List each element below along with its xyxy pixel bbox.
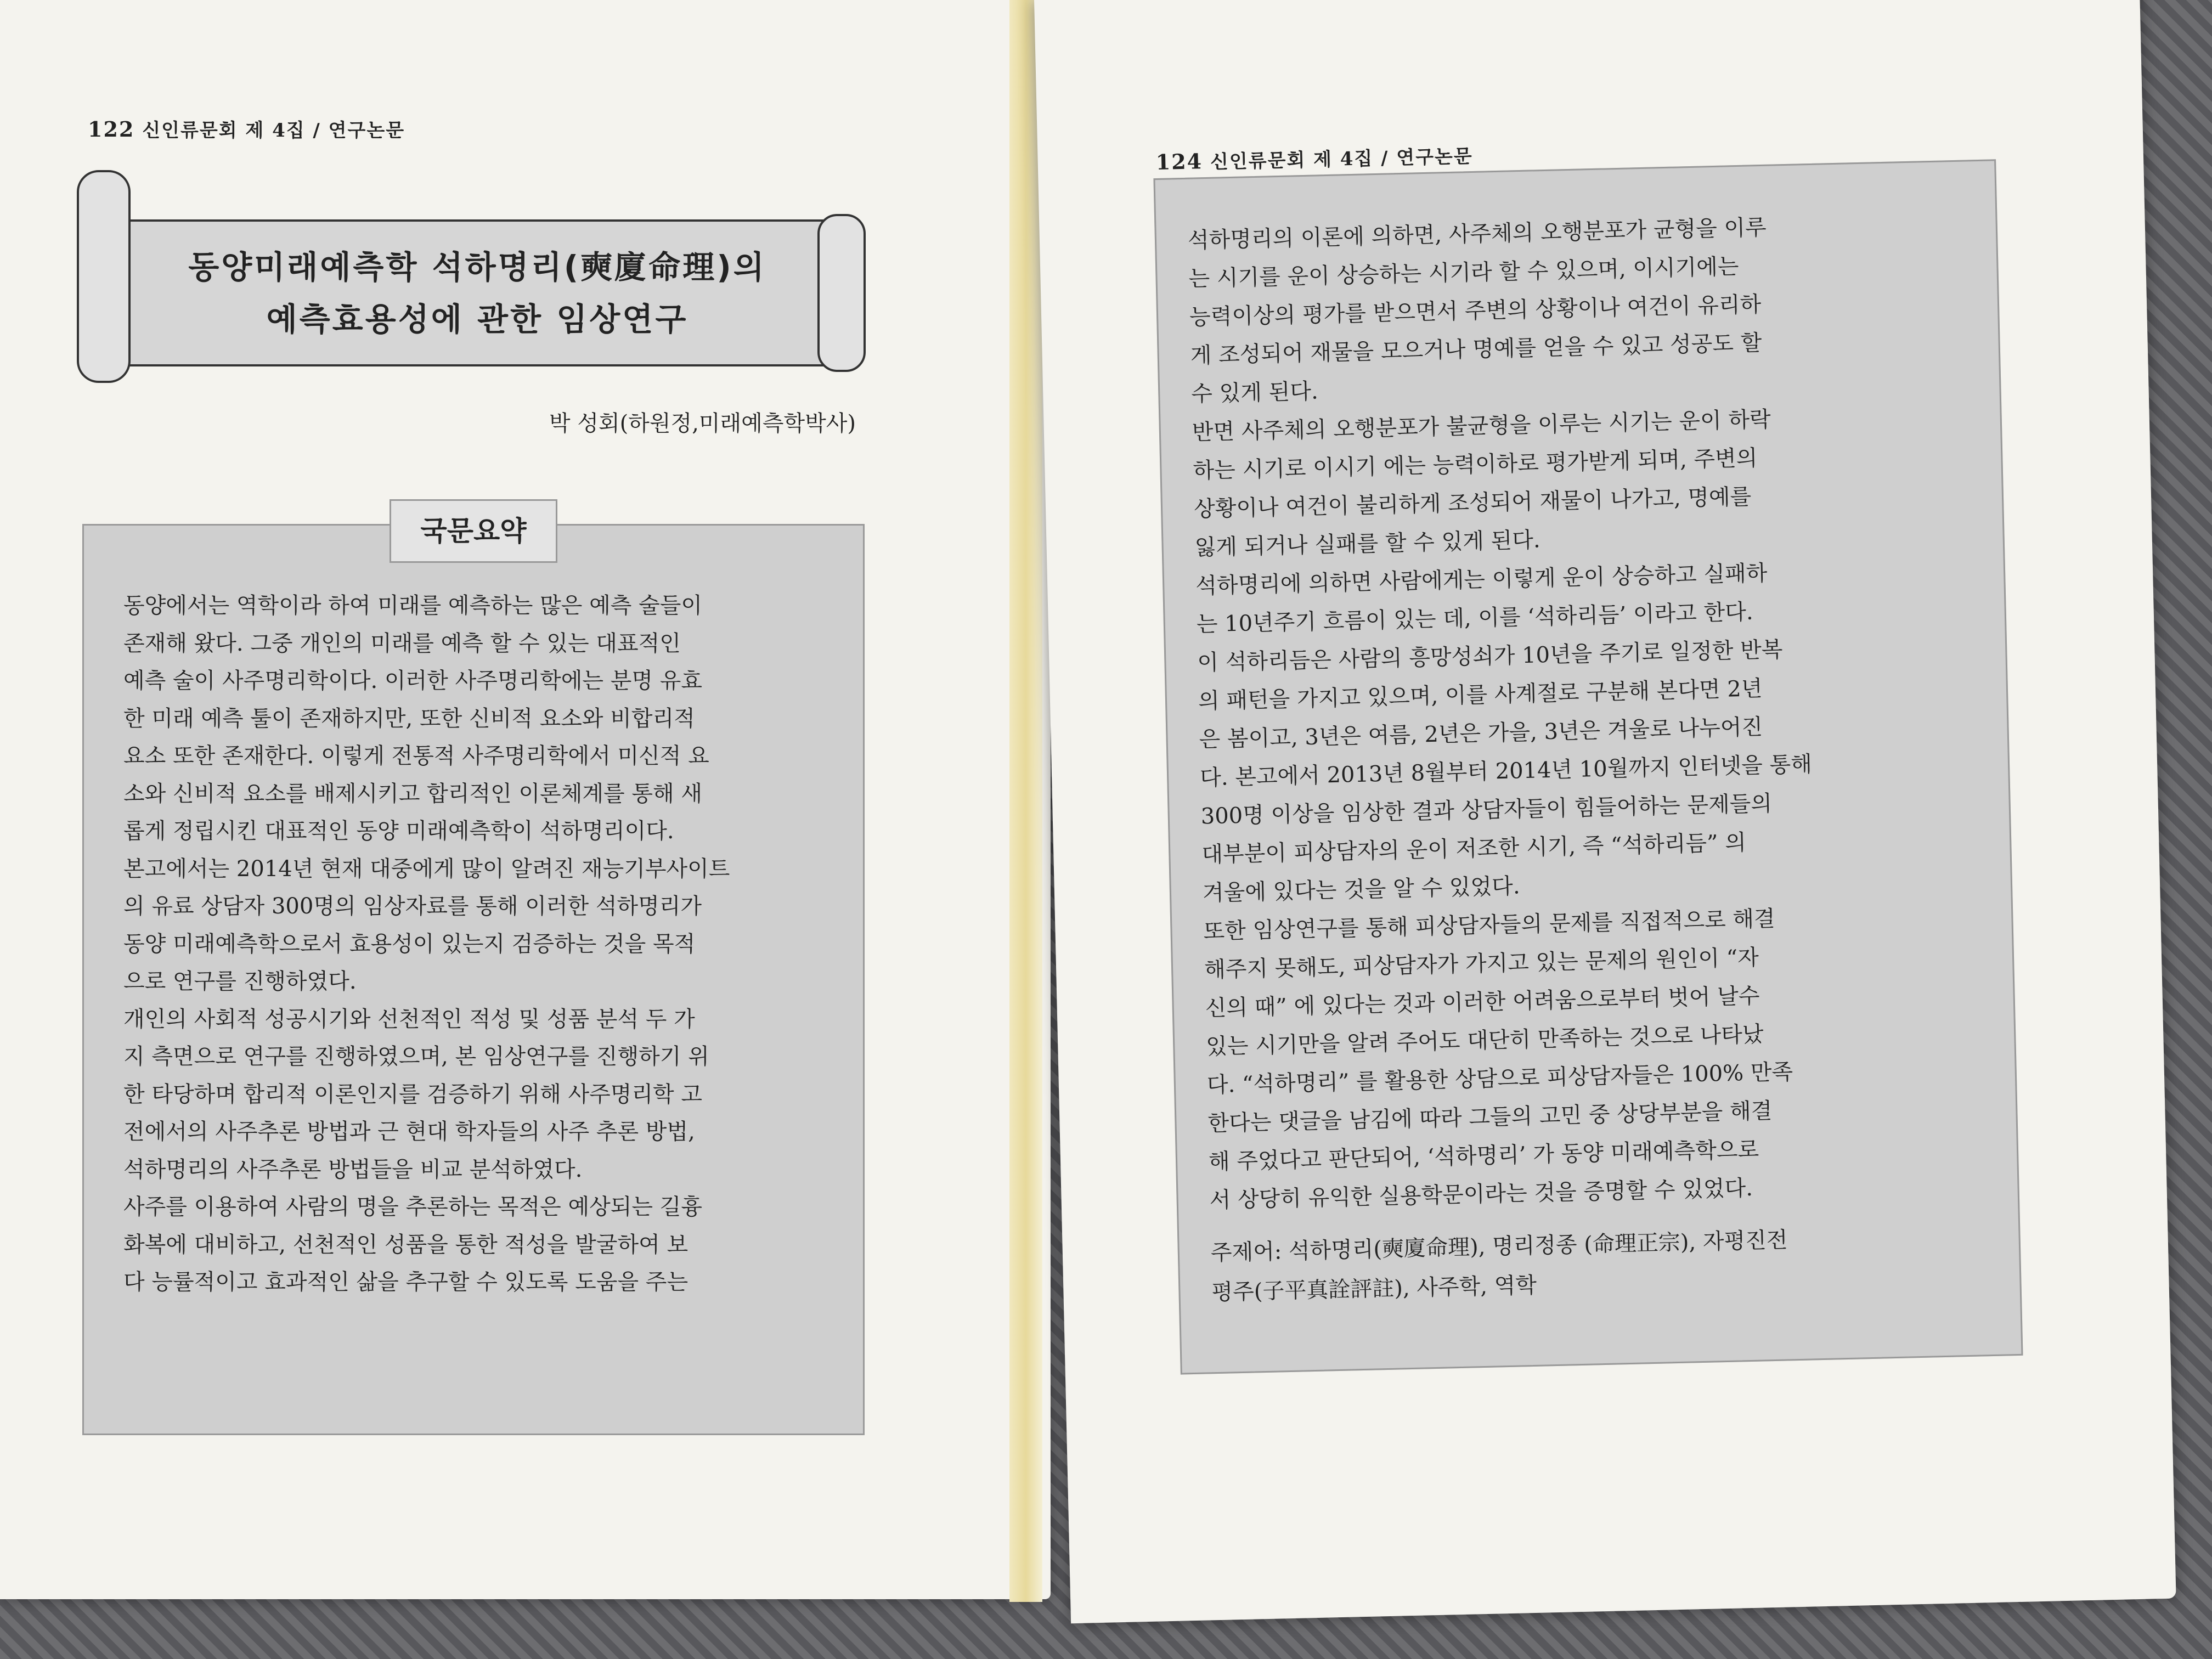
body-line: 서 상당히 유익한 실용학문이라는 것을 증명할 수 있었다. xyxy=(1209,1175,1753,1214)
abstract-heading: 국문요약 xyxy=(390,499,557,563)
right-page-number: 124 xyxy=(1155,149,1203,175)
body-line: 능력이상의 평가를 받으면서 주변의 상황이나 여건이 유리하 xyxy=(1189,292,1762,330)
right-body xyxy=(1187,207,1822,1220)
keywords xyxy=(1210,1220,1789,1312)
body-line: 있는 시기만을 알려 주어도 대단히 만족하는 것으로 나타났 xyxy=(1205,1022,1764,1060)
body-line: 석하명리의 이론에 의하면, 사주체의 오행분포가 균형을 이루 xyxy=(1187,215,1767,253)
author-line: 박 성회(하원정,미래예측학박사) xyxy=(549,411,856,436)
abstract-line: 사주를 이용하여 사람의 명을 추론하는 목적은 예상되는 길흉 xyxy=(123,1194,703,1220)
abstract-body xyxy=(123,587,730,1301)
body-line: 다. “석하명리” 를 활용한 상담으로 피상담자들은 100% 만족 xyxy=(1206,1059,1793,1098)
body-line: 석하명리에 의하면 사람에게는 이렇게 운이 상승하고 실패하 xyxy=(1195,560,1768,599)
abstract-line: 전에서의 사주추론 방법과 근 현대 학자들의 사주 추론 방법, xyxy=(123,1119,695,1144)
abstract-line: 다 능률적이고 효과적인 삶을 추구할 수 있도록 도움을 주는 xyxy=(123,1269,689,1295)
abstract-line: 한 타당하며 합리적 이론인지를 검증하기 위해 사주명리학 고 xyxy=(123,1081,703,1107)
abstract-line: 예측 술이 사주명리학이다. 이러한 사주명리학에는 분명 유효 xyxy=(123,668,703,693)
body-line: 게 조성되어 재물을 모으거나 명예를 얻을 수 있고 성공도 할 xyxy=(1190,330,1762,369)
body-line: 상황이나 여건이 불리하게 조성되어 재물이 나가고, 명예를 xyxy=(1193,484,1752,522)
left-running-head xyxy=(88,115,405,142)
left-page-number: 122 xyxy=(88,117,135,142)
abstract-line: 동양에서는 역학이라 하여 미래를 예측하는 많은 예측 술들이 xyxy=(123,593,703,618)
abstract-line: 개인의 사회적 성공시기와 선천적인 적성 및 성품 분석 두 가 xyxy=(123,1006,695,1032)
body-line: 은 봄이고, 3년은 여름, 2년은 가을, 3년은 겨울로 나누어진 xyxy=(1199,714,1763,753)
body-line: 이 석하리듬은 사람의 흥망성쇠가 10년을 주기로 일정한 반복 xyxy=(1197,637,1784,676)
title-line-2: 예측효용성에 관한 임상연구 xyxy=(266,301,689,338)
left-running-head-text: 신인류문회 제 4집 / 연구논문 xyxy=(142,120,405,142)
abstract-line: 지 측면으로 연구를 진행하였으며, 본 임상연구를 진행하기 위 xyxy=(123,1044,709,1069)
book-spine xyxy=(1009,0,1042,1602)
body-line: 반면 사주체의 오행분포가 불균형을 이루는 시기는 운이 하락 xyxy=(1192,407,1771,445)
body-line: 는 10년주기 흐름이 있는 데, 이를 ‘석하리듬’ 이라고 한다. xyxy=(1196,599,1754,637)
body-line: 신의 때” 에 있다는 것과 이러한 어려움으로부터 벗어 날수 xyxy=(1205,983,1760,1022)
abstract-line: 요소 또한 존재한다. 이렇게 전통적 사주명리학에서 미신적 요 xyxy=(123,743,709,769)
keywords-line: 평주(子平真詮評註), 사주학, 역학 xyxy=(1211,1272,1537,1306)
title-scroll xyxy=(88,187,850,362)
body-line: 수 있게 된다. xyxy=(1190,379,1319,407)
body-line: 의 패턴을 가지고 있으며, 이를 사계절로 구분해 본다면 2년 xyxy=(1198,676,1763,714)
body-line: 하는 시기로 이시기 에는 능력이하로 평가받게 되며, 주변의 xyxy=(1193,445,1758,484)
body-line: 겨울에 있다는 것을 알 수 있었다. xyxy=(1202,873,1521,906)
abstract-line: 소와 신비적 요소를 배제시키고 합리적인 이론체계를 통해 새 xyxy=(123,781,703,806)
abstract-line: 본고에서는 2014년 현재 대중에게 많이 알려진 재능기부사이트 xyxy=(123,856,730,882)
right-running-head xyxy=(1155,141,1473,175)
body-line: 한다는 댓글을 남김에 따라 그들의 고민 중 상당부분을 해결 xyxy=(1207,1098,1773,1137)
abstract-line: 존재해 왔다. 그중 개인의 미래를 예측 할 수 있는 대표적인 xyxy=(123,630,681,656)
body-line: 는 시기를 운이 상승하는 시기라 할 수 있으며, 이시기에는 xyxy=(1188,253,1740,292)
left-page xyxy=(0,0,1051,1599)
scroll-curl-right xyxy=(817,214,866,372)
body-line: 잃게 되거나 실패를 할 수 있게 된다. xyxy=(1194,527,1541,561)
abstract-line: 동양 미래예측학으로서 효용성이 있는지 검증하는 것을 목적 xyxy=(123,931,696,957)
title-line-1: 동양미래예측학 석하명리(奭廈命理)의 xyxy=(188,249,766,286)
body-line: 또한 임상연구를 통해 피상담자들의 문제를 직접적으로 해결 xyxy=(1203,906,1776,945)
abstract-line: 화복에 대비하고, 선천적인 성품을 통한 적성을 발굴하여 보 xyxy=(123,1232,689,1257)
body-line: 해주지 못해도, 피상담자가 가지고 있는 문제의 원인이 “자 xyxy=(1204,945,1759,983)
right-running-head-text: 신인류문회 제 4집 / 연구논문 xyxy=(1210,145,1474,173)
body-line: 대부분이 피상담자의 운이 저조한 시기, 즉 “석하리듬” 의 xyxy=(1201,830,1747,868)
abstract-line: 으로 연구를 진행하였다. xyxy=(123,969,357,994)
body-line: 해 주었다고 판단되어, ‘석하명리’ 가 동양 미래예측학으로 xyxy=(1208,1137,1759,1175)
scroll-curl-left xyxy=(77,170,131,383)
body-line: 300명 이상을 임상한 결과 상담자들이 힘들어하는 문제들의 xyxy=(1200,791,1773,830)
abstract-line: 석하명리의 사주추론 방법들을 비교 분석하였다. xyxy=(123,1156,583,1182)
right-page xyxy=(1034,0,2176,1623)
body-line: 다. 본고에서 2013년 8월부터 2014년 10월까지 인터넷을 통해 xyxy=(1199,752,1813,791)
keywords-line: 주제어: 석하명리(奭廈命理), 명리정종 (命理正宗), 자평진전 xyxy=(1210,1227,1788,1266)
abstract-line: 롭게 정립시킨 대표적인 동양 미래예측학이 석하명리이다. xyxy=(123,819,674,844)
abstract-line: 의 유료 상담자 300명의 임상자료를 통해 이러한 석하명리가 xyxy=(123,894,702,919)
abstract-line: 한 미래 예측 툴이 존재하지만, 또한 신비적 요소와 비합리적 xyxy=(123,706,695,731)
